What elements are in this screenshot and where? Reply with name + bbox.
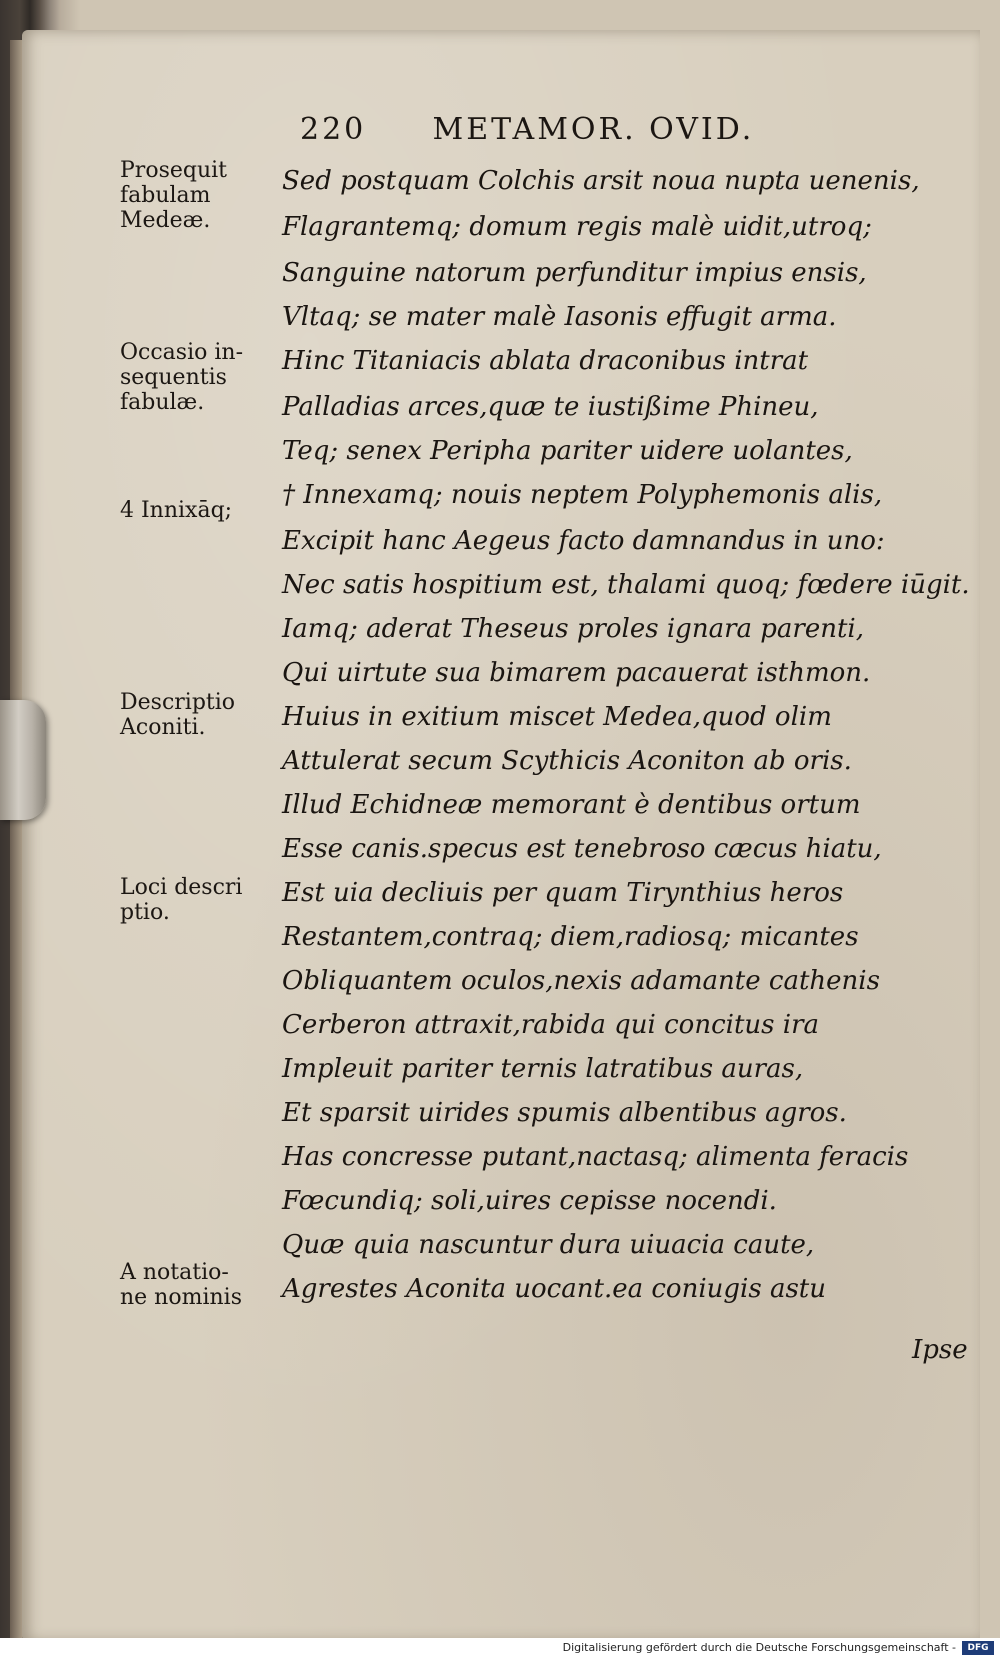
marginal-line: Aconiti. bbox=[120, 715, 206, 740]
dfg-logo: DFG bbox=[962, 1641, 994, 1655]
verse-line: Sanguine natorum perfunditur impius ensis, bbox=[282, 258, 867, 288]
verse-line: Illud Echidneæ memorant è dentibus ortum bbox=[282, 790, 861, 820]
digitization-footer bbox=[0, 1638, 1000, 1659]
marginal-note bbox=[120, 498, 280, 523]
verse-line: Teq; senex Peripha pariter uidere uolantes, bbox=[282, 436, 853, 466]
marginal-line: A notatio- bbox=[120, 1260, 229, 1285]
marginal-line: Descriptio bbox=[120, 690, 236, 715]
marginal-line: Occasio in- bbox=[120, 340, 243, 365]
page-clip bbox=[0, 700, 46, 820]
running-head bbox=[300, 112, 860, 147]
marginal-line: Loci descri bbox=[120, 875, 243, 900]
verse-line: Palladias arces,quæ te iustißime Phineu, bbox=[282, 392, 819, 422]
marginal-note bbox=[120, 340, 280, 415]
marginal-line: fabulam bbox=[120, 183, 211, 208]
verse-line: Esse canis.specus est tenebroso cæcus hiatu, bbox=[282, 834, 882, 864]
verse-line: Est uia decliuis per quam Tirynthius heros bbox=[282, 878, 844, 908]
verse-line: Qui uirtute sua bimarem pacauerat isthmon. bbox=[282, 658, 871, 688]
footer-credit: Digitalisierung gefördert durch die Deutsche Forschungsgemeinschaft - bbox=[562, 1641, 956, 1654]
marginal-note bbox=[120, 158, 280, 233]
verse-line: Obliquantem oculos,nexis adamante cathenis bbox=[282, 966, 880, 996]
verse-line: Et sparsit uirides spumis albentibus agros. bbox=[282, 1098, 847, 1128]
marginal-line: Medeæ. bbox=[120, 208, 211, 233]
page-number: 220 bbox=[300, 112, 367, 147]
verse-line: Huius in exitium miscet Medea,quod olim bbox=[282, 702, 832, 732]
verse-line: Quæ quia nascuntur dura uiuacia caute, bbox=[282, 1230, 815, 1260]
verse-line: Agrestes Aconita uocant.ea coniugis astu bbox=[282, 1274, 826, 1304]
verse-line: Nec satis hospitium est, thalami quoq; fœdere iūgit. bbox=[282, 570, 970, 600]
marginal-line: ptio. bbox=[120, 900, 170, 925]
running-title: METAMOR. OVID. bbox=[432, 112, 755, 147]
verse-line: Excipit hanc Aegeus facto damnandus in uno: bbox=[282, 526, 885, 556]
page-edge bbox=[10, 40, 22, 1640]
marginal-line: ne nominis bbox=[120, 1285, 242, 1310]
catchword: Ipse bbox=[912, 1335, 968, 1365]
verse-line: Restantem,contraq; diem,radiosq; micantes bbox=[282, 922, 859, 952]
verse-line: Hinc Titaniacis ablata draconibus intrat bbox=[282, 346, 809, 376]
verse-line: Cerberon attraxit,rabida qui concitus ira bbox=[282, 1010, 819, 1040]
verse-line: Flagrantemq; domum regis malè uidit,utroq; bbox=[282, 212, 872, 242]
marginal-note bbox=[120, 1260, 280, 1310]
marginal-line: sequentis bbox=[120, 365, 227, 390]
verse-line: Vltaq; se mater malè Iasonis effugit arma. bbox=[282, 302, 837, 332]
marginal-note bbox=[120, 875, 280, 925]
verse-line: Sed postquam Colchis arsit noua nupta uenenis, bbox=[282, 166, 920, 196]
verse-line: Has concresse putant,nactasq; alimenta feracis bbox=[282, 1142, 909, 1172]
verse-line: Fœcundiq; soli,uires cepisse nocendi. bbox=[282, 1186, 777, 1216]
marginal-note bbox=[120, 690, 280, 740]
marginal-line: Prosequit bbox=[120, 158, 228, 183]
marginal-line: fabulæ. bbox=[120, 390, 205, 415]
marginal-line: 4 Innixāq; bbox=[120, 498, 233, 523]
verse-line: Iamq; aderat Theseus proles ignara parenti, bbox=[282, 614, 864, 644]
verse-line: Attulerat secum Scythicis Aconiton ab oris. bbox=[282, 746, 852, 776]
verse-line: Impleuit pariter ternis latratibus auras, bbox=[282, 1054, 804, 1084]
verse-line: † Innexamq; nouis neptem Polyphemonis alis, bbox=[282, 480, 883, 510]
